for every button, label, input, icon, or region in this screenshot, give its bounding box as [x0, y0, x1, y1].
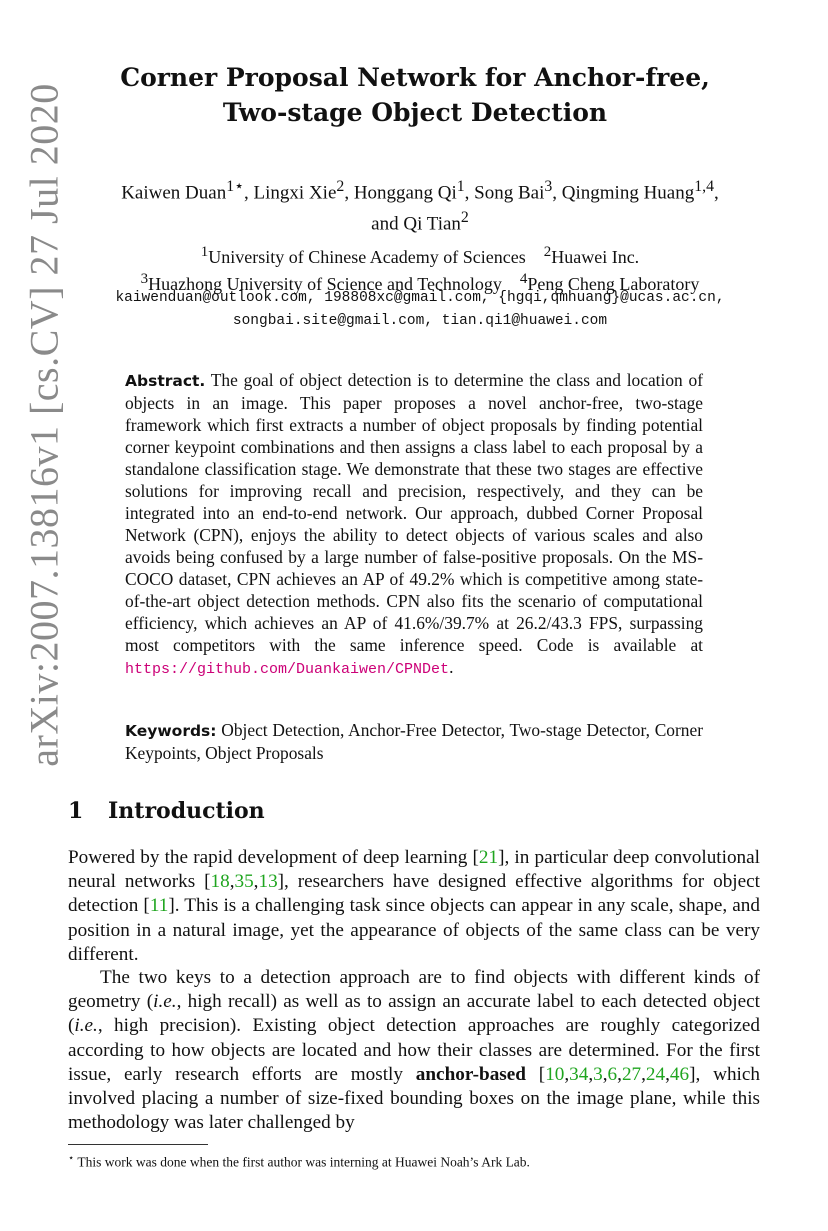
- citation-link[interactable]: 21: [478, 847, 499, 868]
- citation-link[interactable]: 10: [545, 1063, 565, 1085]
- author-sup: 1: [456, 178, 465, 195]
- bold-term: anchor-based: [415, 1063, 526, 1085]
- citation-link[interactable]: 13: [258, 871, 278, 893]
- citation-link[interactable]: 27: [621, 1063, 642, 1085]
- author-conjunction: and: [371, 213, 399, 235]
- abstract-label: Abstract.: [125, 372, 206, 390]
- citation-link[interactable]: 11: [149, 895, 169, 917]
- author-sup: 1⋆: [226, 178, 245, 195]
- intro-paragraph-1: Powered by the rapid development of deep learning [21], in particular deep convolutional neural networks [18,35,13], researchers have designed effective algorithms for object detection [11]. This is a challenging task since objects can appear in any scale, shape, and position in a natural image, yet the appearance of objects of the same class can be very different.: [68, 847, 760, 965]
- author-sup: 2: [460, 209, 469, 227]
- author-name: Honggang Qi: [353, 182, 457, 204]
- section-number: 1: [68, 798, 84, 824]
- abstract-text: The goal of object detection is to determine the class and location of objects in an image. This paper proposes a novel anchor-free, two-stage framework which first extracts a number of object proposals by finding potential corner keypoint combinations and then assigns a class label to each proposal by a standalone classification stage. We demonstrate that these two stages are effective solutions for improving recall and precision, respectively, and they can be integrated into an end-to-end network. Our approach, dubbed Corner Proposal Network (CPN), enjoys the ability to detect objects of various scales and also avoids being confused by a large number of false-positive proposals. On the MS-COCO dataset, CPN achieves an AP of 49.2% which is competitive among state-of-the-art object detection methods. CPN also fits the scenario of computational efficiency, which achieves an AP of 41.6%/39.7% at 26.2/43.3 FPS, surpassing most competitors with the same inference speed. Code is available at: [125, 370, 703, 655]
- paragraph-text: ], which involved placing a number of size-fixed bounding boxes on the image plane, while this methodology was later challenged by: [68, 1063, 760, 1134]
- author-emails: [70, 287, 770, 333]
- author-list: Kaiwen Duan$^{1⋆}$, Lingxi Xie$^2$, Honggang Qi$^1$, Song Bai$^3$, Qingming Huang$^{1,4}$, and Qi Tian$^2$: [121, 178, 719, 235]
- author-sup: 2: [336, 178, 345, 195]
- abstract: Abstract. The goal of object detection is to determine the class and location of objects in an image. This paper proposes a novel anchor-free, two-stage framework which first extracts a number of object proposals by finding potential corner keypoint combinations and then assigns a class label to each proposal by a standalone classification stage. We demonstrate that these two stages are effective solutions for improving recall and precision, respectively, and they can be integrated into an end-to-end network. Our approach, dubbed Corner Proposal Network (CPN), enjoys the ability to detect objects of various scales and also avoids being confused by a large number of false-positive proposals. On the MS-COCO dataset, CPN achieves an AP of 49.2% which is competitive among state-of-the-art object detection methods. CPN also fits the scenario of computational efficiency, which achieves an AP of 41.6%/39.7% at 26.2/43.3 FPS, surpassing most competitors with the same inference speed. Code is available at https://github.com/Duankaiwen/CPNDet.: [125, 370, 703, 678]
- keywords-text: Object Detection, Anchor-Free Detector, Two-stage Detector, Corner Keypoints, Object Proposals: [125, 720, 703, 763]
- citation-link[interactable]: 18: [210, 871, 230, 893]
- paragraph-text: ]. This is a challenging task since objects can appear in any scale, shape, and position in a natural image, yet the appearance of objects of the same class can be very different.: [68, 895, 760, 965]
- section-heading: [68, 798, 265, 824]
- citation-link[interactable]: 24: [645, 1063, 666, 1085]
- title-line-2: Two-stage Object Detection: [222, 98, 608, 127]
- affiliation: Huazhong University of Science and Technology: [148, 274, 502, 294]
- author-name: Qi Tian: [403, 213, 461, 235]
- footnote-rule: [68, 1144, 208, 1145]
- citation-link[interactable]: 46: [669, 1063, 690, 1085]
- author-sup: 1,4: [694, 178, 715, 195]
- citation-link[interactable]: 3: [593, 1063, 603, 1085]
- affiliation: University of Chinese Academy of Sciences: [208, 247, 526, 267]
- arxiv-id: arXiv:2007.13816v1 [cs.CV] 27 Jul 2020: [21, 83, 67, 767]
- citation-link[interactable]: 6: [607, 1063, 618, 1085]
- paragraph-text: ], researchers have designed effective algorithms for object detection [: [68, 871, 760, 917]
- paper-title: [80, 60, 750, 130]
- arxiv-sidebar-stamp: [18, 80, 70, 770]
- author-name: Qingming Huang: [561, 182, 695, 204]
- code-link[interactable]: https://github.com/Duankaiwen/CPNDet: [125, 661, 450, 678]
- footnote-mark: ⋆: [68, 1153, 75, 1164]
- email-line-1: kaiwenduan@outlook.com, 198808xc@gmail.com, {hgqi,qmhuang}@ucas.ac.cn,: [115, 290, 725, 306]
- paragraph-text: Powered by the rapid development of deep learning [: [68, 847, 479, 868]
- author-name: Kaiwen Duan: [121, 182, 227, 204]
- footnote-text: This work was done when the first author was interning at Huawei Noah’s Ark Lab.: [77, 1154, 530, 1170]
- italic-abbrev: i.e.: [74, 1015, 98, 1037]
- affiliation-line-1: [70, 241, 770, 268]
- title-line-1: Corner Proposal Network for Anchor-free,: [120, 63, 710, 92]
- affiliation: Peng Cheng Laboratory: [527, 274, 700, 294]
- citation-link[interactable]: 35: [234, 871, 254, 893]
- email-line-2: songbai.site@gmail.com, tian.qi1@huawei.com: [232, 313, 608, 329]
- paragraph-text: The two keys to a detection approach are to find objects with different kinds of geometry (: [68, 967, 760, 1013]
- affil-sup: 2: [543, 244, 552, 260]
- keywords: [125, 719, 703, 764]
- paragraph-text: , high recall) as well as to assign an accurate label to each detected object (: [68, 991, 760, 1037]
- citation-link[interactable]: 34: [569, 1063, 589, 1085]
- affil-sup: 1: [200, 244, 209, 260]
- author-name: Lingxi Xie: [253, 182, 337, 204]
- paragraph-text: , high precision). Existing object detection approaches are roughly categorized according to how objects are located and how their classes are determined. For the first issue, early research efforts are mostly: [68, 1015, 760, 1085]
- intro-paragraph-2: The two keys to a detection approach are to find objects with different kinds of geometry (i.e., high recall) as well as to assign an accurate label to each detected object (i.e., high precision). Existing object detection approaches are roughly categorized according to how objects are located and how their classes are determined. For the first issue, early research efforts are mostly anchor-based [10,34,3,6,27,24,46], which involved placing a number of size-fixed bounding boxes on the image plane, while this methodology was later challenged by: [68, 967, 760, 1134]
- affil-sup: 4: [519, 271, 528, 287]
- affil-sup: 3: [140, 271, 149, 287]
- author-sup: 3: [544, 178, 553, 195]
- author-name: Song Bai: [474, 182, 545, 204]
- keywords-label: Keywords:: [125, 722, 217, 740]
- paragraph-text: ], in particular deep convolutional neural networks [: [68, 847, 760, 893]
- section-title: Introduction: [108, 798, 265, 824]
- affiliation: Huawei Inc.: [551, 247, 640, 267]
- italic-abbrev: i.e.: [153, 991, 177, 1013]
- footnote: [68, 1150, 768, 1172]
